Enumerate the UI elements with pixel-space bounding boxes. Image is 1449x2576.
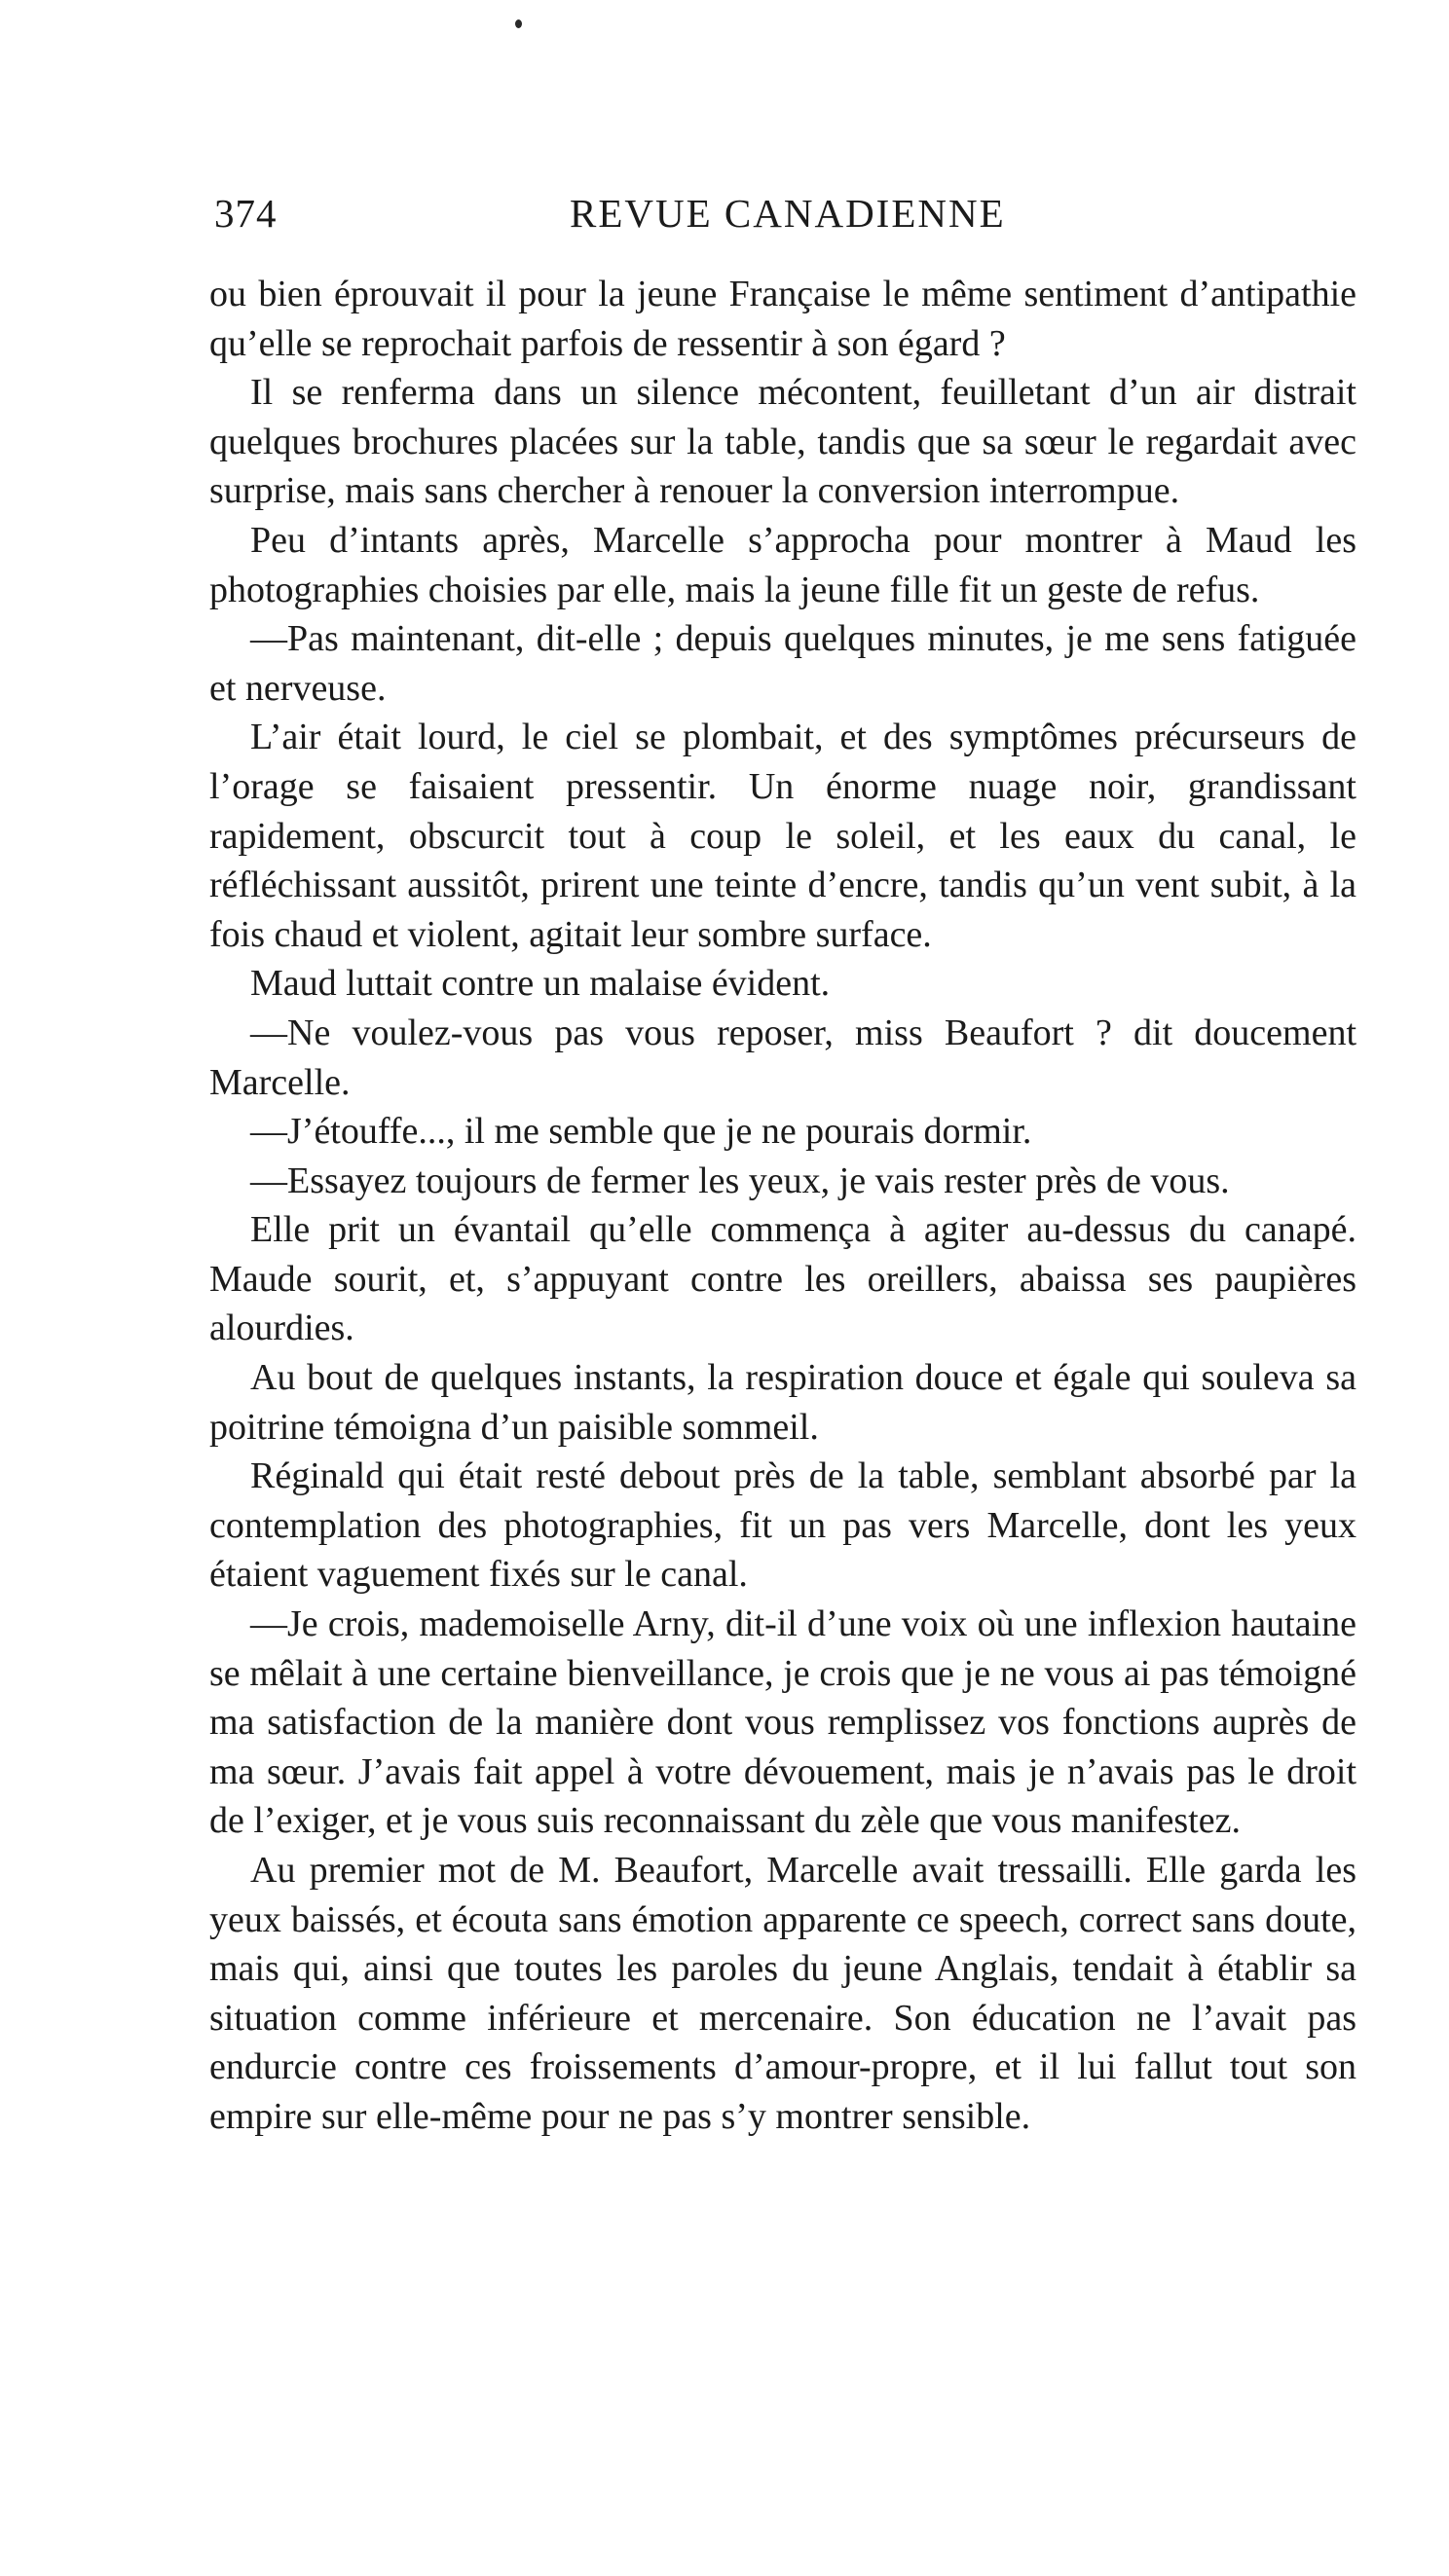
paragraph: Il se renferma dans un silence mécontent, feuilletant d’un air distrait quelques brochures placées sur la table, tandis que sa sœur le regardait avec surprise, mais sans chercher à renouer la conversion interrompue. [209, 372, 1356, 512]
paragraph: Réginald qui était resté debout près de la table, semblant absorbé par la contemplation des photographies, fit un pas vers Marcelle, dont les yeux étaient vaguement fixés sur le canal. [209, 1455, 1356, 1596]
paragraph: Peu d’intants après, Marcelle s’approcha pour montrer à Maud les photographies choisies par elle, mais la jeune fille fit un geste de refus. [209, 519, 1356, 610]
paragraph: —Essayez toujours de fermer les yeux, je vais rester près de vous. [250, 1159, 1230, 1201]
paragraph: —Pas maintenant, dit-elle ; depuis quelques minutes, je me sens fatiguée et nerveuse. [209, 618, 1356, 709]
paragraph: Au bout de quelques instants, la respiration douce et égale qui souleva sa poitrine témoigna d’un paisible sommeil. [209, 1357, 1356, 1448]
running-title: REVUE CANADIENNE [570, 191, 1006, 236]
paragraph: —Ne voulez-vous pas vous reposer, miss Beaufort ? dit doucement Marcelle. [209, 1012, 1356, 1103]
paragraph: L’air était lourd, le ciel se plombait, et des symptômes précurseurs de l’orage se faisaient pressentir. Un énorme nuage noir, grandissant rapidement, obscurcit tout à coup le soleil, et les eaux du canal, le réfléchissant aussitôt, prirent une teinte d’encre, tandis qu’un vent subit, à la fois chaud et violent, agitait leur sombre surface. [209, 717, 1356, 955]
paragraph: —J’étouffe..., il me semble que je ne pourais dormir. [250, 1111, 1032, 1153]
ink-speck [515, 19, 522, 28]
paragraph: Au premier mot de M. Beaufort, Marcelle avait tressailli. Elle garda les yeux baissés, et écouta sans émotion apparente ce speech, correct sans doute, mais qui, ainsi que toutes les paroles du jeune Anglais, tendait à établir sa situation comme inférieure et mercenaire. Son éducation ne l’avait pas endurcie contre ces froissements d’amour-propre, et il lui fallut tout son empire sur elle-même pour ne pas s’y montrer sensible. [209, 1850, 1356, 2137]
paragraph: Maud luttait contre un malaise évident. [250, 963, 831, 1005]
paragraph: —Je crois, mademoiselle Arny, dit-il d’une voix où une inflexion hautaine se mêlait à une certaine bienveillance, je crois que je ne vous ai pas témoigné ma satisfaction de la manière dont vous remplissez vos fonctions auprès de ma sœur. J’avais fait appel à votre dévouement, mais je n’avais pas le droit de l’exiger, et je vous suis reconnaissant du zèle que vous manifestez. [209, 1603, 1356, 1842]
page-header [214, 190, 1354, 248]
page-number: 374 [214, 191, 278, 236]
paragraph: ou bien éprouvait il pour la jeune Française le même sentiment d’antipathie qu’elle se reprochait parfois de ressentir à son égard ? [209, 274, 1356, 364]
body-text [209, 270, 1356, 2142]
paragraph: Elle prit un évantail qu’elle commença à agiter au-dessus du canapé. Maude sourit, et, s’appuyant contre les oreillers, abaissa ses paupières alourdies. [209, 1209, 1356, 1349]
